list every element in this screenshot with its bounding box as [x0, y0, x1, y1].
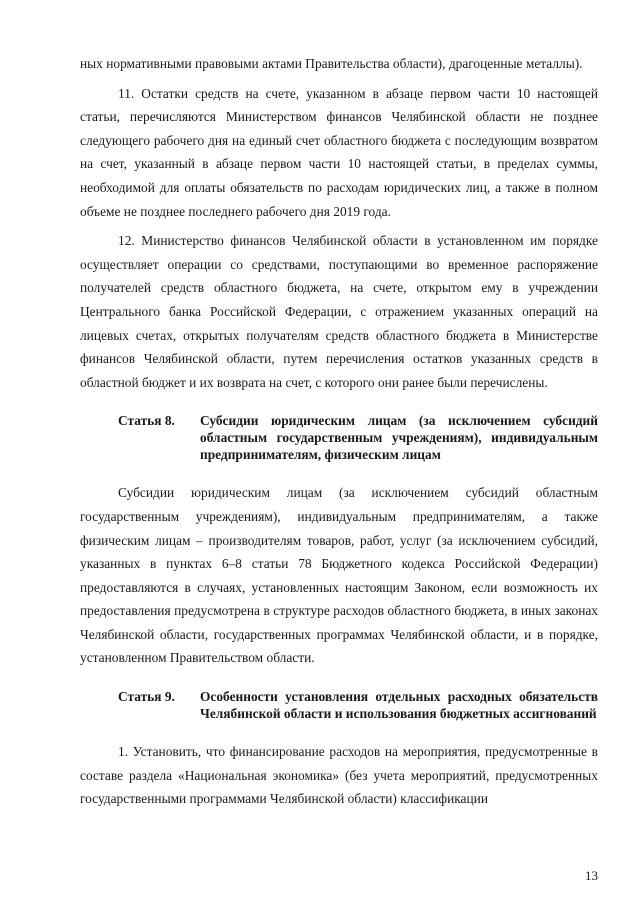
article-9-text: 1. Установить, что финансирование расходов на мероприятия, предусмотренные в составе раздела «Национальная экономика» (без учета мероприятий, предусмотренных государственными программами Челябинской области) классификации — [80, 744, 598, 807]
article-8-title: Субсидии юридическим лицам (за исключением субсидий областным государственным учреждениям), индивидуальным предпринимателям, физическим лицам — [200, 413, 598, 463]
article-9-heading — [80, 688, 598, 722]
paragraph-11: 11. Остатки средств на счете, указанном в абзаце первом части 10 настоящей статьи, перечисляются Министерством финансов Челябинской области не позднее следующего рабочего дня на единый счет областного бюджета с последующим возвратом на счет, указанный в абзаце первом части 10 настоящей статьи, в пределах суммы, необходимой для оплаты обязательств по расходам юридических лиц, а также в полном объеме не позднее последнего рабочего дня 2019 года. — [80, 85, 598, 219]
article-9-title: Особенности установления отдельных расходных обязательств Челябинской области и использования бюджетных ассигнований — [200, 689, 598, 722]
article-8-number: Статья 8. — [118, 413, 175, 429]
article-8-heading — [80, 412, 598, 463]
article-8-text: Субсидии юридическим лицам (за исключением субсидий областным государственным учреждениям), индивидуальным предпринимателям, а также физическим лицам – производителям товаров, работ, услуг (за исключением субсидий, указанных в пунктах 6–8 статьи 78 Бюджетного кодекса Российской Федерации) предоставляются в случаях, установленных настоящим Законом, если возможность их предоставления предусмотрена в структуре расходов областного бюджета, в иных законах Челябинской области, государственных программах Челябинской области, и в порядке, установленном Правительством области. — [80, 485, 598, 666]
paragraph-12: 12. Министерство финансов Челябинской области в установленном им порядке осуществляет операции со средствами, поступающими во временное распоряжение получателей средств областного бюджета, на счете, открытом ему в учреждении Центрального банка Российской Федерации, с отражением указанных операций на лицевых счетах, открытых получателям средств областного бюджета в Министерстве финансов Челябинской области, путем перечисления остатков указанных средств в областной бюджет и их возврата на счет, с которого они ранее были перечислены. — [80, 233, 598, 390]
document-page — [80, 52, 598, 811]
paragraph-continuation: ных нормативными правовыми актами Правительства области), драгоценные металлы). — [80, 56, 583, 71]
page-number: 13 — [585, 868, 598, 883]
article-9-number: Статья 9. — [118, 689, 175, 705]
